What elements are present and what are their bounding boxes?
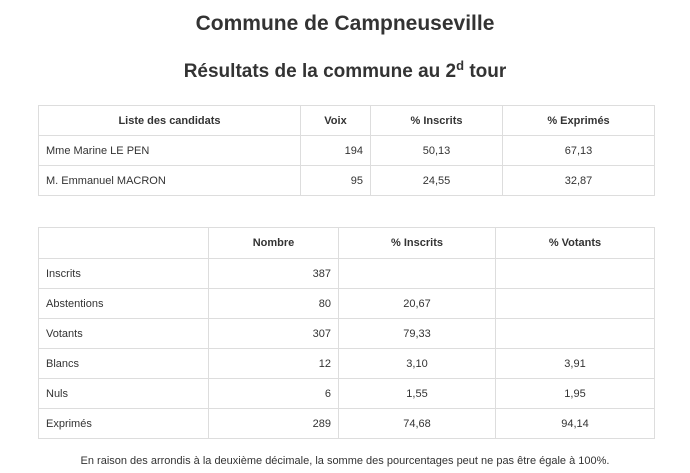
table-row — [39, 259, 655, 289]
page-subtitle — [0, 58, 690, 83]
table-header-row — [39, 228, 655, 259]
column-header-pct-inscrits: % Inscrits — [339, 228, 496, 259]
stat-label: Inscrits — [39, 259, 209, 289]
candidate-pct-inscrits: 50,13 — [371, 136, 503, 166]
table-row — [39, 379, 655, 409]
stat-pct-inscrits: 74,68 — [339, 409, 496, 439]
stat-pct-inscrits — [339, 259, 496, 289]
stat-pct-votants — [496, 259, 655, 289]
table-header-row — [39, 106, 655, 136]
stat-pct-votants: 3,91 — [496, 349, 655, 379]
stat-pct-inscrits: 20,67 — [339, 289, 496, 319]
candidates-table — [38, 105, 655, 196]
column-header-pct-votants: % Votants — [496, 228, 655, 259]
subtitle-suffix: tour — [464, 61, 507, 82]
stat-pct-votants: 1,95 — [496, 379, 655, 409]
stat-nombre: 289 — [209, 409, 339, 439]
candidate-voix: 95 — [301, 166, 371, 196]
candidate-pct-inscrits: 24,55 — [371, 166, 503, 196]
page-title: Commune de Campneuseville — [195, 12, 495, 35]
stat-nombre: 307 — [209, 319, 339, 349]
stat-label: Nuls — [39, 379, 209, 409]
stat-pct-votants — [496, 319, 655, 349]
column-header-empty — [39, 228, 209, 259]
column-header-pct-exprimes: % Exprimés — [503, 106, 655, 136]
stat-nombre: 80 — [209, 289, 339, 319]
candidate-pct-exprimes: 32,87 — [503, 166, 655, 196]
candidate-voix: 194 — [301, 136, 371, 166]
column-header-pct-inscrits: % Inscrits — [371, 106, 503, 136]
stat-pct-votants: 94,14 — [496, 409, 655, 439]
stat-pct-inscrits: 79,33 — [339, 319, 496, 349]
stat-pct-inscrits: 1,55 — [339, 379, 496, 409]
column-header-voix: Voix — [301, 106, 371, 136]
subtitle-superscript: d — [456, 58, 465, 73]
table-row — [39, 289, 655, 319]
footnote: En raison des arrondis à la deuxième décimale, la somme des pourcentages peut ne pas être égale à 100%. — [80, 455, 610, 467]
stat-pct-votants — [496, 289, 655, 319]
table-row — [39, 409, 655, 439]
stat-nombre: 6 — [209, 379, 339, 409]
stat-label: Exprimés — [39, 409, 209, 439]
column-header-candidate: Liste des candidats — [39, 106, 301, 136]
column-header-nombre: Nombre — [209, 228, 339, 259]
stat-label: Votants — [39, 319, 209, 349]
table-row — [39, 166, 655, 196]
table-row — [39, 319, 655, 349]
table-row — [39, 349, 655, 379]
stat-nombre: 387 — [209, 259, 339, 289]
stat-label: Blancs — [39, 349, 209, 379]
candidate-name: Mme Marine LE PEN — [39, 136, 301, 166]
stat-pct-inscrits: 3,10 — [339, 349, 496, 379]
subtitle-prefix: Résultats de la commune au 2 — [183, 61, 457, 82]
table-row — [39, 136, 655, 166]
stats-table — [38, 227, 655, 439]
stat-label: Abstentions — [39, 289, 209, 319]
stat-nombre: 12 — [209, 349, 339, 379]
candidate-pct-exprimes: 67,13 — [503, 136, 655, 166]
candidate-name: M. Emmanuel MACRON — [39, 166, 301, 196]
